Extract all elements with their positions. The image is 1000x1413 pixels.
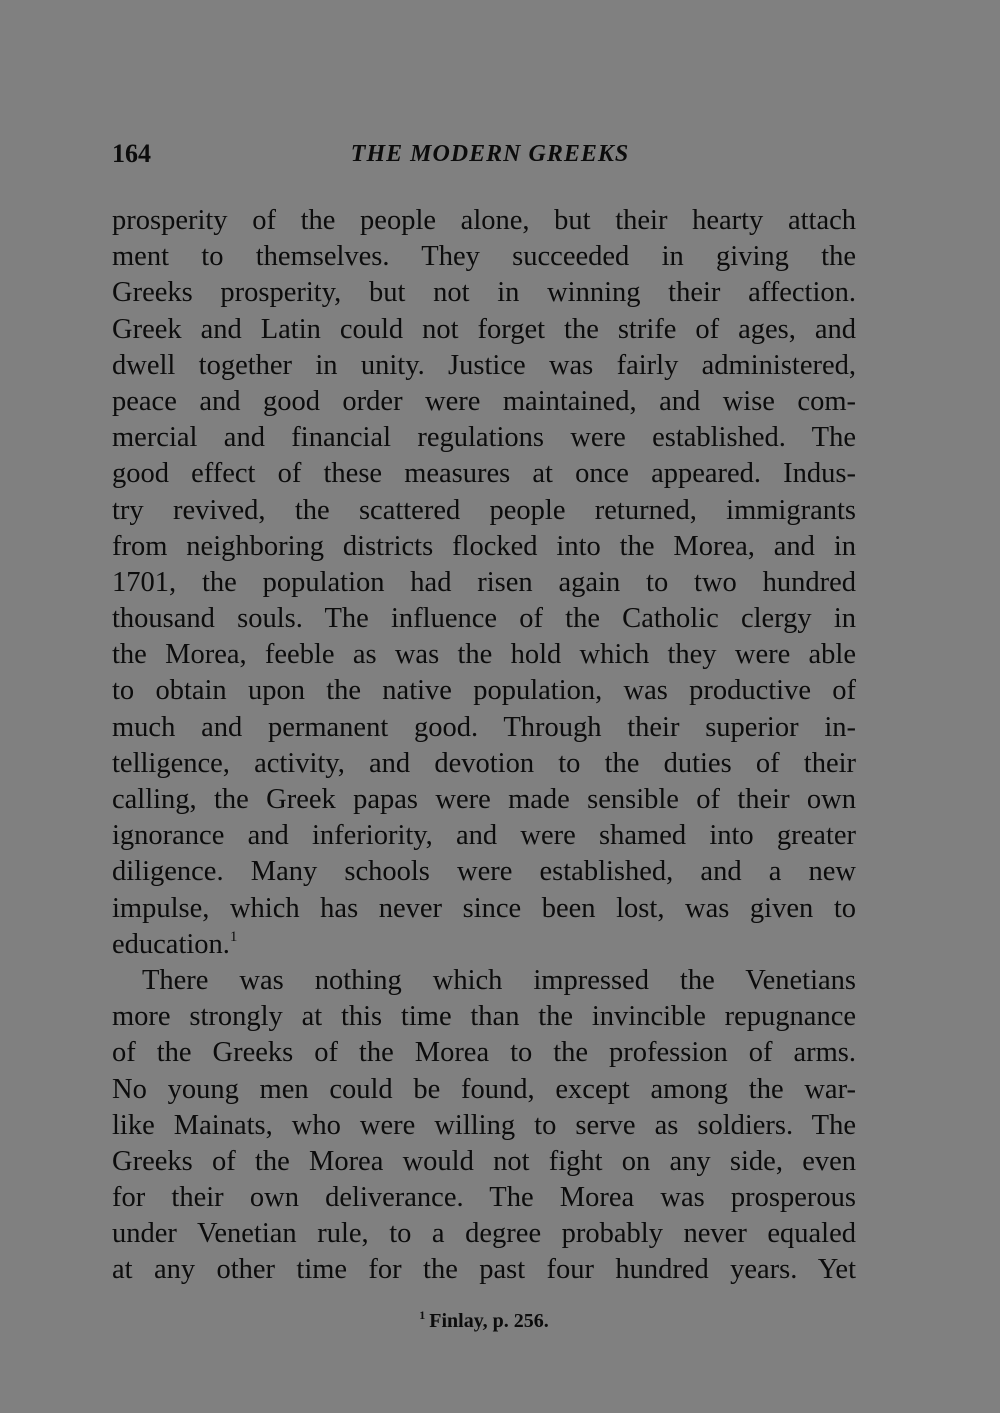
text-line: dwell together in unity. Justice was fairly administered, bbox=[112, 349, 856, 381]
text-line: much and permanent good. Through their superior in- bbox=[112, 711, 856, 743]
text-line: Greeks of the Morea would not fight on any side, even bbox=[112, 1145, 856, 1177]
text-line: for their own deliverance. The Morea was prosperous bbox=[112, 1182, 856, 1214]
text-line: at any other time for the past four hundred years. Yet bbox=[112, 1254, 856, 1286]
text-line: impulse, which has never since been lost, was given to bbox=[112, 892, 856, 924]
text-line: the Morea, feeble as was the hold which they were able bbox=[112, 639, 856, 671]
page-number: 164 bbox=[112, 139, 151, 168]
last-line-text: education. bbox=[112, 928, 230, 960]
text-line: to obtain upon the native population, was productive of bbox=[112, 675, 856, 707]
text-line: calling, the Greek papas were made sensible of their own bbox=[112, 784, 856, 815]
footnote-reference[interactable]: 1 bbox=[229, 928, 238, 945]
body-text bbox=[112, 203, 856, 1289]
running-head bbox=[112, 136, 856, 172]
text-line: Greek and Latin could not forget the strife of ages, and bbox=[112, 313, 856, 345]
paragraph-1 bbox=[112, 203, 856, 963]
running-title: THE MODERN GREEKS bbox=[350, 141, 630, 167]
text-line: try revived, the scattered people returned, immigrants bbox=[112, 494, 856, 526]
text-line: under Venetian rule, to a degree probably never equaled bbox=[112, 1218, 856, 1250]
text-line: No young men could be found, except among the war- bbox=[112, 1073, 856, 1105]
text-line: of the Greeks of the Morea to the profession of arms. bbox=[112, 1037, 856, 1069]
text-line: Greeks prosperity, but not in winning their affection. bbox=[112, 277, 856, 309]
text-line-last bbox=[112, 927, 856, 963]
text-line: 1701, the population had risen again to two hundred bbox=[112, 566, 856, 598]
footnote bbox=[112, 1308, 856, 1334]
text-line: good effect of these measures at once appeared. Indus- bbox=[112, 458, 856, 490]
text-line: thousand souls. The influence of the Catholic clergy in bbox=[112, 603, 856, 635]
text-line: prosperity of the people alone, but their hearty attach bbox=[112, 205, 856, 236]
text-line: like Mainats, who were willing to serve as soldiers. The bbox=[112, 1109, 856, 1141]
text-line: There was nothing which impressed the Venetians bbox=[142, 964, 856, 996]
paragraph-2 bbox=[112, 963, 856, 1289]
footnote-marker: 1 bbox=[419, 1308, 426, 1322]
text-line: from neighboring districts flocked into the Morea, and in bbox=[112, 530, 856, 562]
text-line: diligence. Many schools were established, and a new bbox=[112, 856, 856, 888]
footnote-text: Finlay, p. 256. bbox=[429, 1310, 549, 1332]
text-line: peace and good order were maintained, and wise com- bbox=[112, 385, 856, 417]
text-line: ignorance and inferiority, and were shamed into greater bbox=[112, 820, 856, 852]
text-line: mercial and financial regulations were established. The bbox=[112, 422, 856, 454]
text-line: more strongly at this time than the invincible repugnance bbox=[112, 1001, 856, 1033]
text-line: ment to themselves. They succeeded in giving the bbox=[112, 241, 856, 273]
text-line: telligence, activity, and devotion to the duties of their bbox=[112, 747, 856, 779]
